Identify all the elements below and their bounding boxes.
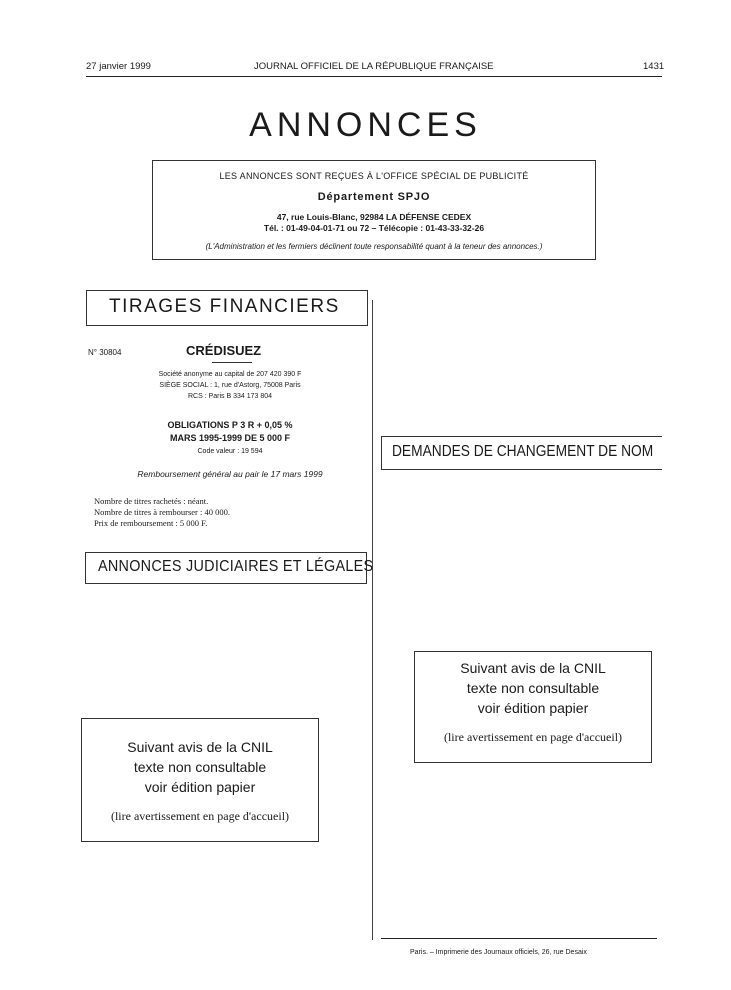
company-name: CRÉDISUEZ — [186, 343, 262, 358]
cnil-right-line-2: texte non consultable — [466, 680, 600, 696]
obligations-line-1: OBLIGATIONS P 3 R + 0,05 % — [167, 420, 293, 430]
header-date: 27 janvier 1999 — [86, 61, 151, 72]
header-rule — [86, 76, 662, 77]
footer-rule — [381, 938, 657, 939]
footer-imprint: Paris. – Imprimerie des Journaux officiels, 26, rue Desaix — [410, 949, 587, 956]
column-divider — [372, 300, 373, 940]
cnil-right-line-3: voir édition papier — [477, 700, 589, 716]
code-valeur: Code valeur : 19 594 — [197, 448, 263, 455]
obligations-line-2: MARS 1995-1999 DE 5 000 F — [169, 433, 291, 443]
cnil-left-line-3: voir édition papier — [144, 779, 256, 795]
company-underline — [212, 362, 252, 363]
notice-address: 47, rue Louis-Blanc, 92984 LA DÉFENSE CEDEX — [276, 212, 472, 222]
remboursement-note: Remboursement général au pair le 17 mars 1999 — [137, 469, 323, 479]
publicity-notice-box — [152, 160, 596, 260]
demandes-changement-nom-heading: DEMANDES DE CHANGEMENT DE NOM — [392, 443, 654, 460]
cnil-right-line-1: Suivant avis de la CNIL — [460, 660, 606, 676]
notice-disclaimer: (L'Administration et les fermiers déclinent toute responsabilité quant à la teneur des annonces.) — [205, 242, 543, 251]
page-title: ANNONCES — [249, 106, 482, 144]
company-rcs: RCS : Paris B 334 173 804 — [187, 393, 273, 400]
notice-intro: LES ANNONCES SONT REÇUES À L'OFFICE SPÉCIAL DE PUBLICITÉ — [219, 171, 529, 181]
company-capital: Société anonyme au capital de 207 420 390 F — [158, 371, 302, 378]
demandes-changement-nom-heading-box — [381, 436, 662, 470]
company-siege: SIÈGE SOCIAL : 1, rue d'Astorg, 75008 Paris — [159, 382, 301, 389]
cnil-right-line-4: (lire avertissement en page d'accueil) — [443, 730, 623, 744]
header-page-number: 1431 — [643, 61, 665, 72]
annonces-judiciaires-heading-box — [85, 552, 374, 584]
notice-phone: Tél. : 01-49-04-01-71 ou 72 – Télécopie : 01-43-33-32-26 — [263, 223, 485, 233]
cnil-left-line-2: texte non consultable — [133, 759, 267, 775]
tirages-financiers-heading: TIRAGES FINANCIERS — [109, 296, 340, 317]
prix-remboursement: Prix de remboursement : 5 000 F. — [94, 518, 208, 528]
cnil-left-line-1: Suivant avis de la CNIL — [127, 739, 273, 755]
cnil-notice-box-left — [81, 718, 319, 842]
header-journal-title: JOURNAL OFFICIEL DE LA RÉPUBLIQUE FRANÇAISE — [254, 61, 494, 72]
titres-rachetes: Nombre de titres rachetés : néant. — [94, 496, 209, 506]
annonce-number: N° 30804 — [88, 348, 122, 357]
tirages-financiers-heading-box — [86, 290, 368, 326]
notice-department: Département SPJO — [317, 191, 431, 203]
annonces-judiciaires-heading: ANNONCES JUDICIAIRES ET LÉGALES — [98, 558, 374, 575]
cnil-left-line-4: (lire avertissement en page d'accueil) — [110, 809, 290, 823]
cnil-notice-box-right — [414, 651, 652, 763]
titres-rembourser: Nombre de titres à rembourser : 40 000. — [94, 507, 230, 517]
